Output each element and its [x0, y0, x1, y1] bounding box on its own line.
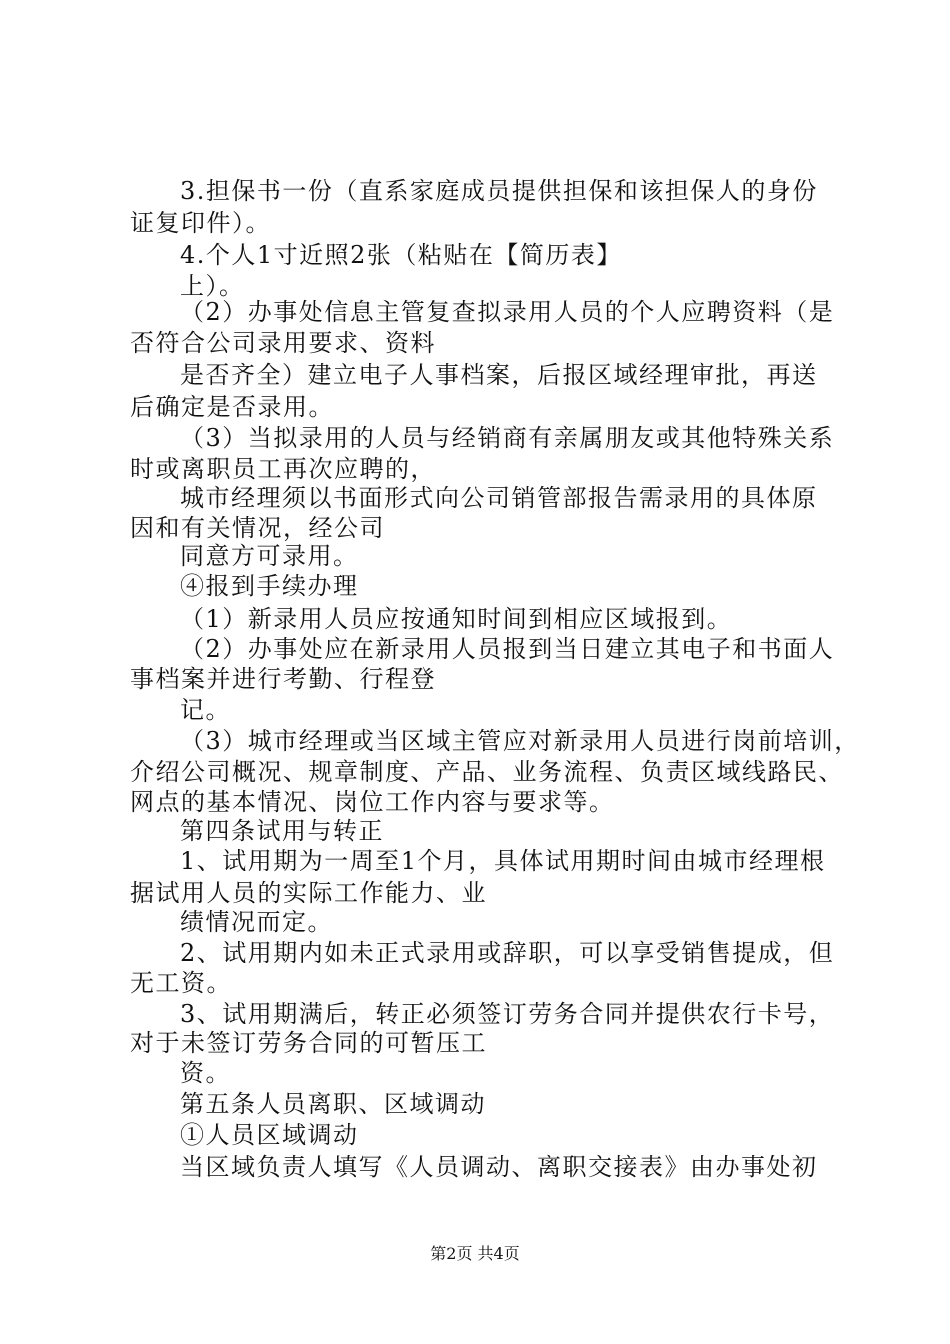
text-line: 无工资。	[130, 969, 232, 997]
text-line: 记。	[180, 696, 231, 724]
text-line: 介绍公司概况、规章制度、产品、业务流程、负责区域线路民、	[130, 758, 844, 786]
text-line: （3）城市经理或当区域主管应对新录用人员进行岗前培训，	[180, 727, 860, 755]
text-line: 网点的基本情况、岗位工作内容与要求等。	[130, 788, 615, 816]
text-line: （1）新录用人员应按通知时间到相应区域报到。	[180, 605, 733, 633]
text-line: 3、试用期满后，转正必须签订劳务合同并提供农行卡号，	[180, 1000, 835, 1028]
text-line: 4.个人1寸近照2张（粘贴在【简历表】	[180, 241, 622, 269]
section-heading: 第五条人员离职、区域调动	[180, 1090, 486, 1118]
text-line: 同意方可录用。	[180, 542, 359, 570]
text-line: 1、试用期为一周至1个月，具体试用期时间由城市经理根	[180, 847, 826, 875]
text-line: 3.担保书一份（直系家庭成员提供担保和该担保人的身份	[180, 177, 818, 205]
text-line: 因和有关情况，经公司	[130, 514, 385, 542]
section-heading: 第四条试用与转正	[180, 817, 384, 845]
text-line: （3）当拟录用的人员与经销商有亲属朋友或其他特殊关系	[180, 424, 835, 452]
text-line: ④报到手续办理	[180, 572, 359, 600]
text-line: 后确定是否录用。	[130, 393, 334, 421]
text-line: 上）。	[180, 272, 245, 300]
text-line: （2）办事处应在新录用人员报到当日建立其电子和书面人	[180, 635, 835, 663]
text-line: 事档案并进行考勤、行程登	[130, 665, 436, 693]
text-line: 2、试用期内如未正式录用或辞职，可以享受销售提成，但	[180, 939, 835, 967]
text-line: 是否齐全）建立电子人事档案，后报区域经理审批，再送	[180, 361, 818, 389]
text-line: ①人员区域调动	[180, 1121, 359, 1149]
text-line: 当区域负责人填写《人员调动、离职交接表》由办事处初	[180, 1153, 818, 1181]
text-line: （2）办事处信息主管复查拟录用人员的个人应聘资料（是	[180, 298, 835, 326]
text-line: 绩情况而定。	[180, 908, 333, 936]
text-line: 证复印件）。	[130, 209, 271, 237]
text-line: 时或离职员工再次应聘的，	[130, 455, 436, 483]
text-line: 资。	[180, 1059, 231, 1087]
page-number: 第2页 共4页	[430, 1244, 520, 1263]
text-line: 否符合公司录用要求、资料	[130, 329, 436, 357]
text-line: 城市经理须以书面形式向公司销管部报告需录用的具体原	[180, 484, 818, 512]
text-line: 对于未签订劳务合同的可暂压工	[130, 1029, 487, 1057]
text-line: 据试用人员的实际工作能力、业	[130, 879, 487, 907]
